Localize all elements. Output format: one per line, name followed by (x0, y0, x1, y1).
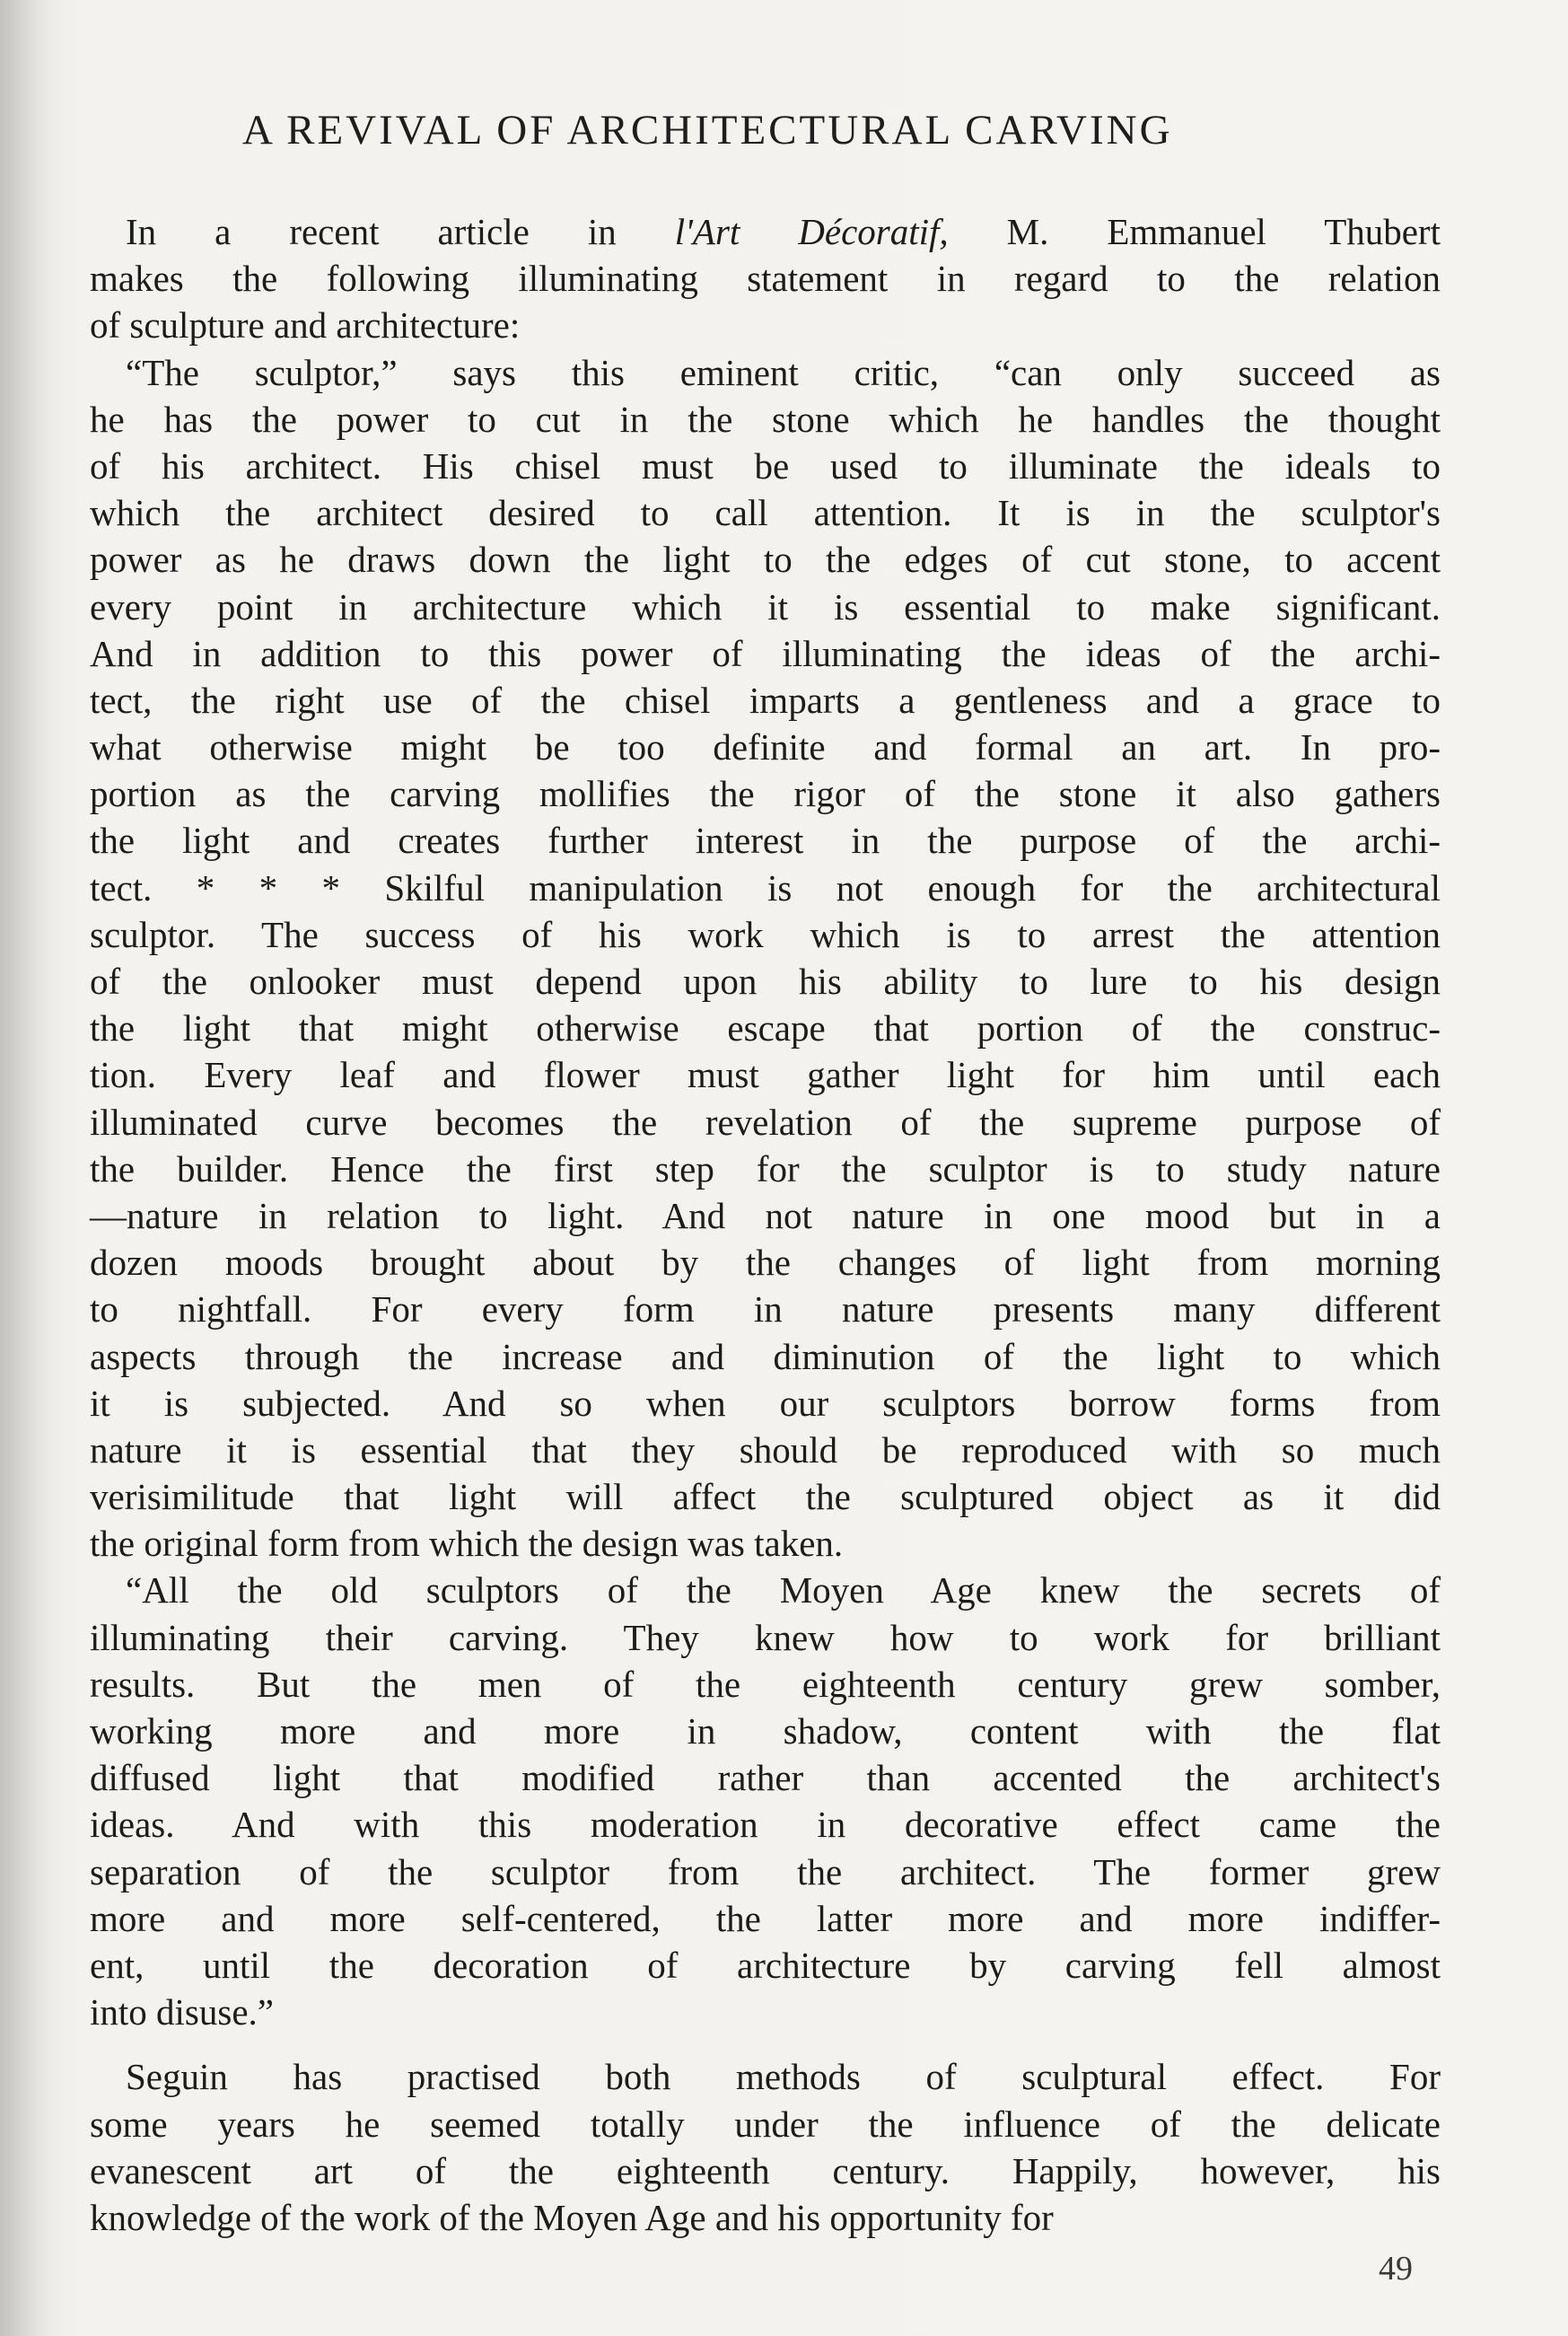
text-segment: makes the following illuminating statement in regard to the relation (90, 258, 1441, 300)
text-segment: working more and more in shadow, content with the flat (90, 1710, 1441, 1752)
text-segment: the light that might otherwise escape that portion of the construc- (90, 1007, 1441, 1049)
text-segment: Seguin has practised both methods of sculptural effect. For (126, 2056, 1441, 2098)
text-segment: M. Emmanuel Thubert (948, 211, 1441, 252)
text-segment: illuminating their carving. They knew how to work for brilliant (90, 1616, 1441, 1658)
text-line (90, 2053, 1441, 2100)
page-number: 49 (1379, 2250, 1413, 2288)
text-segment: of his architect. His chisel must be used to illuminate the ideals to (90, 444, 1441, 487)
paragraph (90, 208, 1441, 349)
text-segment: the original form from which the design was taken. (90, 1523, 844, 1565)
text-line (90, 255, 1441, 302)
text-segment: portion as the carving mollifies the rigor of the stone it also gathers (90, 773, 1441, 815)
text-line (90, 1005, 1441, 1051)
article-title: A REVIVAL OF ARCHITECTURAL CARVING (242, 107, 1173, 154)
text-segment: evanescent art of the eighteenth century. Happily, however, his (90, 2149, 1441, 2191)
text-segment: of the onlooker must depend upon his ability to lure to his design (90, 961, 1441, 1002)
text-line (90, 208, 1441, 255)
text-segment: ent, until the decoration of architecture by carving fell almost (90, 1944, 1441, 1986)
text-line (90, 1661, 1441, 1708)
text-segment: dozen moods brought about by the changes of light from morning (90, 1242, 1441, 1284)
text-segment: tect. * * * Skilful manipulation is not enough for the architectural (90, 866, 1441, 909)
text-segment: tion. Every leaf and flower must gather light for him until each (90, 1054, 1441, 1096)
text-segment: more and more self-centered, the latter more and more indiffer- (90, 1897, 1441, 1939)
text-line (90, 958, 1441, 1005)
text-segment: the light and creates further interest in the purpose of the archi- (90, 820, 1441, 862)
text-segment: separation of the sculptor from the architect. The former grew (90, 1850, 1441, 1893)
text-segment: “All the old sculptors of the Moyen Age knew the secrets of (126, 1569, 1441, 1611)
text-line (90, 489, 1441, 536)
text-segment: diffused light that modified rather than accented the architect's (90, 1757, 1441, 1799)
text-line (90, 1942, 1441, 1989)
text-line (90, 1427, 1441, 1473)
text-segment: every point in architecture which it is essential to make significant. (90, 585, 1441, 628)
text-line (90, 865, 1441, 911)
text-line (90, 1099, 1441, 1146)
text-segment: ideas. And with this moderation in decorative effect came the (90, 1804, 1441, 1846)
text-line (90, 1380, 1441, 1427)
text-line (90, 677, 1441, 724)
journal-title: l'Art Décoratif, (674, 211, 949, 252)
text-segment: tect, the right use of the chisel imparts a gentleness and a grace to (90, 679, 1441, 721)
paragraph (90, 1567, 1441, 2035)
text-segment: And in addition to this power of illuminating the ideas of the archi- (90, 632, 1441, 674)
text-line (90, 1801, 1441, 1848)
text-line (90, 1520, 1441, 1567)
text-line (90, 724, 1441, 770)
text-segment: knowledge of the work of the Moyen Age and his opportunity for (90, 2196, 1054, 2238)
text-line (90, 584, 1441, 630)
text-line (90, 1146, 1441, 1192)
text-line (90, 1333, 1441, 1380)
text-line (90, 349, 1441, 396)
text-line (90, 2101, 1441, 2147)
text-segment: power as he draws down the light to the edges of cut stone, to accent (90, 539, 1441, 581)
text-line (90, 1239, 1441, 1286)
text-segment: it is subjected. And so when our sculptors borrow forms from (90, 1382, 1441, 1424)
text-segment: some years he seemed totally under the influence of the delicate (90, 2103, 1441, 2145)
text-segment: —nature in relation to light. And not nature in one mood but in a (90, 1194, 1441, 1236)
text-line (90, 536, 1441, 583)
text-segment: he has the power to cut in the stone which he handles the thought (90, 398, 1441, 440)
text-line (90, 911, 1441, 958)
text-segment: to nightfall. For every form in nature presents many different (90, 1288, 1441, 1330)
text-line (90, 443, 1441, 489)
text-segment: which the architect desired to call attention. It is in the sculptor's (90, 492, 1441, 534)
text-segment: aspects through the increase and diminution of the light to which (90, 1335, 1441, 1377)
text-segment: illuminated curve becomes the revelation of the supreme purpose of (90, 1101, 1441, 1143)
article-body (90, 208, 1441, 2241)
text-line (90, 770, 1441, 817)
text-segment: “The sculptor,” says this eminent critic, “can only succeed as (126, 351, 1441, 393)
text-line (90, 302, 1441, 348)
text-segment: nature it is essential that they should be reproduced with so much (90, 1428, 1441, 1471)
page-gutter-shadow (0, 0, 54, 2336)
paragraph (90, 2053, 1441, 2241)
text-line (90, 1286, 1441, 1332)
text-line (90, 1849, 1441, 1895)
text-segment: of sculpture and architecture: (90, 304, 521, 347)
text-segment: results. But the men of the eighteenth century grew somber, (90, 1663, 1441, 1705)
text-segment: what otherwise might be too definite and formal an art. In pro- (90, 726, 1441, 768)
text-line (90, 396, 1441, 443)
text-line (90, 1708, 1441, 1754)
text-line (90, 630, 1441, 677)
text-line (90, 1473, 1441, 1520)
text-segment: into disuse.” (90, 1991, 274, 2033)
text-line (90, 2147, 1441, 2194)
text-segment: the builder. Hence the first step for the sculptor is to study nature (90, 1147, 1441, 1190)
text-segment: verisimilitude that light will affect the sculptured object as it did (90, 1476, 1441, 1518)
text-line (90, 1754, 1441, 1801)
text-line (90, 1192, 1441, 1239)
text-segment: In a recent article in (126, 211, 675, 252)
text-line (90, 2194, 1441, 2241)
text-line (90, 1895, 1441, 1942)
text-line (90, 1567, 1441, 1613)
text-line (90, 1614, 1441, 1661)
paragraph (90, 349, 1441, 1568)
text-line (90, 1989, 1441, 2035)
text-line (90, 1051, 1441, 1098)
text-segment: sculptor. The success of his work which is to arrest the attention (90, 913, 1441, 955)
text-line (90, 817, 1441, 864)
